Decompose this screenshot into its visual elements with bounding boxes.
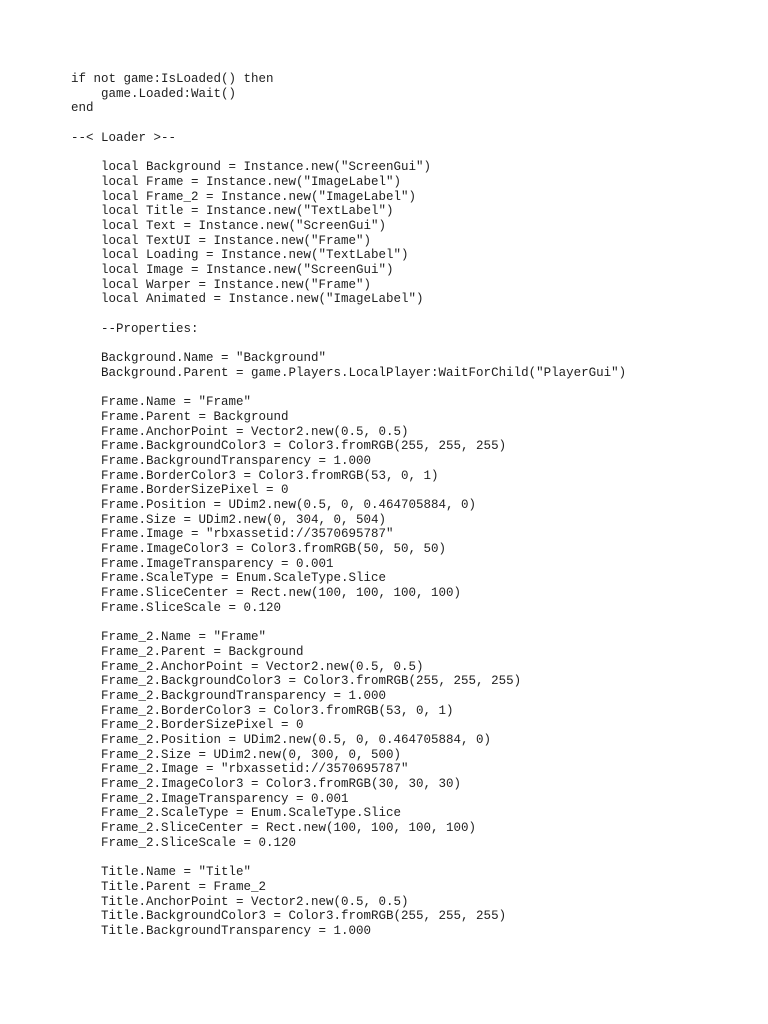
code-line: Frame_2.BackgroundTransparency = 1.000 — [101, 688, 387, 703]
code-listing — [71, 72, 751, 939]
code-line: local Animated = Instance.new("ImageLabel") — [101, 292, 424, 307]
code-line: local Frame = Instance.new("ImageLabel") — [101, 174, 402, 189]
code-line: Frame_2.Size = UDim2.new(0, 300, 0, 500) — [101, 747, 402, 762]
code-line — [71, 116, 751, 131]
code-line: Frame.ImageTransparency = 0.001 — [101, 556, 334, 571]
code-line: Frame.Parent = Background — [101, 409, 289, 424]
code-line: Title.BackgroundTransparency = 1.000 — [101, 923, 372, 938]
code-line: Frame_2.SliceCenter = Rect.new(100, 100, 100, 100) — [101, 821, 477, 836]
code-line: Frame_2.ImageColor3 = Color3.fromRGB(30, 30, 30) — [101, 777, 462, 791]
code-line: Frame_2.BackgroundColor3 = Color3.fromRGB(255, 255, 255) — [101, 674, 522, 689]
code-line: local TextUI = Instance.new("Frame") — [101, 233, 372, 248]
code-line — [71, 380, 751, 395]
code-line: Frame_2.ScaleType = Enum.ScaleType.Slice — [101, 806, 402, 821]
code-line: local Warper = Instance.new("Frame") — [101, 277, 372, 292]
code-line: --Properties: — [101, 321, 199, 336]
code-line: Background.Parent = game.Players.LocalPlayer:WaitForChild("PlayerGui") — [101, 365, 627, 380]
code-line: --< Loader >-- — [71, 130, 177, 145]
code-line: local Image = Instance.new("ScreenGui") — [101, 262, 394, 277]
code-line: Frame.ScaleType = Enum.ScaleType.Slice — [101, 571, 387, 586]
code-line — [71, 307, 751, 322]
code-line: end — [71, 101, 94, 116]
code-line: Title.Parent = Frame_2 — [101, 879, 267, 894]
code-line — [71, 850, 751, 865]
code-line: Frame.SliceScale = 0.120 — [101, 600, 282, 615]
code-line: Frame_2.Image = "rbxassetid://3570695787" — [101, 762, 409, 777]
code-line: Frame.Size = UDim2.new(0, 304, 0, 504) — [101, 512, 387, 527]
code-line: game.Loaded:Wait() — [101, 86, 237, 101]
code-line: Frame_2.BorderColor3 = Color3.fromRGB(53, 0, 1) — [101, 703, 454, 718]
code-line: Frame_2.SliceScale = 0.120 — [101, 835, 297, 850]
code-line: Title.Name = "Title" — [101, 865, 252, 880]
code-line: Frame.BorderColor3 = Color3.fromRGB(53, 0, 1) — [101, 468, 439, 483]
code-line: if not game:IsLoaded() then — [71, 72, 274, 86]
code-line: local Title = Instance.new("TextLabel") — [101, 204, 394, 219]
code-line: Frame_2.Name = "Frame" — [101, 630, 267, 645]
code-line: local Loading = Instance.new("TextLabel") — [101, 248, 409, 263]
code-line: Frame.Name = "Frame" — [101, 395, 252, 410]
code-line: Frame.BackgroundColor3 = Color3.fromRGB(255, 255, 255) — [101, 439, 507, 454]
code-line: Background.Name = "Background" — [101, 351, 327, 366]
code-line: local Text = Instance.new("ScreenGui") — [101, 218, 387, 233]
code-line: local Background = Instance.new("ScreenGui") — [101, 160, 432, 175]
code-line: local Frame_2 = Instance.new("ImageLabel") — [101, 189, 417, 204]
code-line: Frame.SliceCenter = Rect.new(100, 100, 100, 100) — [101, 586, 462, 601]
code-line — [71, 145, 751, 160]
code-line: Frame.Image = "rbxassetid://3570695787" — [101, 527, 394, 542]
code-line: Title.AnchorPoint = Vector2.new(0.5, 0.5) — [101, 894, 409, 909]
code-line: Frame.BorderSizePixel = 0 — [101, 483, 289, 498]
code-line: Frame.BackgroundTransparency = 1.000 — [101, 453, 372, 468]
code-line: Frame_2.Position = UDim2.new(0.5, 0, 0.464705884, 0) — [101, 732, 492, 747]
code-line: Frame.ImageColor3 = Color3.fromRGB(50, 50, 50) — [101, 542, 447, 556]
code-line: Title.BackgroundColor3 = Color3.fromRGB(255, 255, 255) — [101, 909, 507, 924]
code-line: Frame_2.Parent = Background — [101, 644, 304, 659]
code-line — [71, 615, 751, 630]
code-line: Frame.AnchorPoint = Vector2.new(0.5, 0.5) — [101, 424, 409, 439]
code-line: Frame_2.AnchorPoint = Vector2.new(0.5, 0.5) — [101, 659, 424, 674]
code-line: Frame.Position = UDim2.new(0.5, 0, 0.464705884, 0) — [101, 497, 477, 512]
code-line: Frame_2.ImageTransparency = 0.001 — [101, 791, 349, 806]
code-line — [71, 336, 751, 351]
code-line: Frame_2.BorderSizePixel = 0 — [101, 718, 304, 733]
